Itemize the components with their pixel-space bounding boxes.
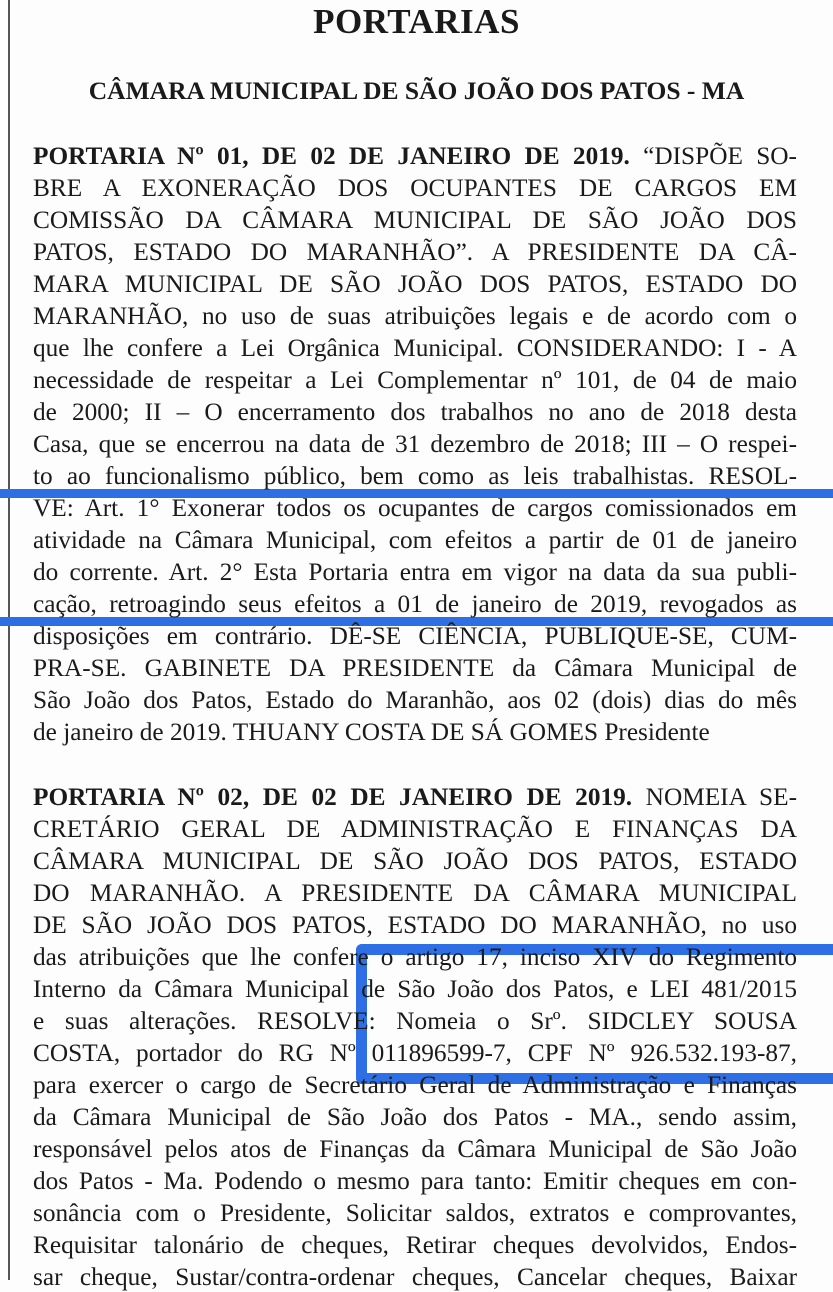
- line-text: PATOS, ESTADO DO MARANHÃO”. A PRESIDENTE DA CÂ-: [33, 238, 797, 266]
- line-text: para exercer o cargo de Secretário Geral de Administração e Finanças: [33, 1071, 797, 1099]
- line-text: DO MARANHÃO. A PRESIDENTE DA CÂMARA MUNICIPAL: [33, 879, 797, 907]
- line-text: MARA MUNICIPAL DE SÃO JOÃO DOS PATOS, ESTADO DO: [33, 270, 797, 298]
- line-text: dos Patos - Ma. Podendo o mesmo para tanto: Emitir cheques em con-: [33, 1167, 797, 1195]
- document-line: [33, 173, 797, 203]
- line-text: Requisitar talonário de cheques, Retirar cheques devolvidos, Endos-: [33, 1231, 797, 1259]
- line-text: Interno da Câmara Municipal de São João dos Patos, e LEI 481/2015: [33, 975, 797, 1003]
- document-line: [33, 1198, 797, 1228]
- line-text: das atribuições que lhe confere o artigo 17, inciso XIV do Regimento: [33, 943, 797, 971]
- line-text: MARANHÃO, no uso de suas atribuições legais e de acordo com o: [33, 302, 797, 330]
- document-line: [33, 205, 797, 235]
- line-text: da Câmara Municipal de São João dos Patos - MA., sendo assim,: [33, 1103, 797, 1131]
- document-line: [33, 237, 797, 267]
- document-line: [33, 685, 797, 715]
- document-line: [33, 269, 797, 299]
- document-line: [33, 846, 797, 876]
- line-text: “DISPÕE SO-: [629, 142, 797, 170]
- line-text: PRA-SE. GABINETE DA PRESIDENTE da Câmara Municipal de: [33, 654, 797, 682]
- line-text: COSTA, portador do RG Nº 011896599-7, CPF Nº 926.532.193-87,: [33, 1039, 797, 1067]
- document-line: [33, 301, 797, 331]
- line-text: do corrente. Art. 2° Esta Portaria entra em vigor na data da sua publi-: [33, 558, 797, 586]
- document-line: [33, 589, 797, 619]
- line-text: de janeiro de 2019. THUANY COSTA DE SÁ GOMES Presidente: [33, 718, 710, 746]
- document-line: [33, 1038, 797, 1068]
- document-line: [33, 974, 797, 1004]
- document-line: [33, 942, 797, 972]
- document-line: [33, 1102, 797, 1132]
- document-line: [33, 621, 797, 651]
- line-text: COMISSÃO DA CÂMARA MUNICIPAL DE SÃO JOÃO DOS: [33, 206, 797, 234]
- line-text: NOMEIA SE-: [632, 783, 797, 811]
- document-line: [33, 653, 797, 683]
- line-text: VE: Art. 1° Exonerar todos os ocupantes de cargos comissionados em: [33, 494, 797, 522]
- line-text: responsável pelos atos de Finanças da Câmara Municipal de São João: [33, 1135, 797, 1163]
- document-line: [33, 1134, 797, 1164]
- document-line: [33, 461, 797, 491]
- line-text: São João dos Patos, Estado do Maranhão, aos 02 (dois) dias do mês: [33, 686, 797, 714]
- line-text: DE SÃO JOÃO DOS PATOS, ESTADO DO MARANHÃO, no uso: [33, 911, 797, 939]
- document-line: [33, 782, 797, 812]
- line-text: BRE A EXONERAÇÃO DOS OCUPANTES DE CARGOS EM: [33, 174, 797, 202]
- line-text: CRETÁRIO GERAL DE ADMINISTRAÇÃO E FINANÇAS DA: [33, 815, 797, 843]
- page-title: PORTARIAS: [313, 2, 520, 41]
- line-text: de 2000; II – O encerramento dos trabalhos no ano de 2018 desta: [33, 398, 797, 426]
- document-line: [33, 365, 797, 395]
- document-line: [33, 878, 797, 908]
- document-line: [33, 910, 797, 940]
- document-line: [33, 333, 797, 363]
- document-line: [33, 397, 797, 427]
- line-text: cação, retroagindo seus efeitos a 01 de janeiro de 2019, revogados as: [33, 590, 797, 618]
- document-line: [33, 493, 797, 523]
- line-text: to ao funcionalismo público, bem como as leis trabalhistas. RESOL-: [33, 462, 797, 490]
- portaria-heading: PORTARIA Nº 01, DE 02 DE JANEIRO DE 2019.: [33, 142, 630, 170]
- document-line: [33, 1230, 797, 1260]
- document-line: [33, 814, 797, 844]
- line-text: Casa, que se encerrou na data de 31 dezembro de 2018; III – O respei-: [33, 430, 797, 458]
- document-line: [33, 717, 797, 747]
- portaria-heading: PORTARIA Nº 02, DE 02 DE JANEIRO DE 2019.: [33, 783, 633, 811]
- page-subtitle: CÂMARA MUNICIPAL DE SÃO JOÃO DOS PATOS - MA: [88, 76, 745, 105]
- line-text: atividade na Câmara Municipal, com efeitos a partir de 01 de janeiro: [33, 526, 797, 554]
- document-line: [33, 1166, 797, 1196]
- document-line: [33, 141, 797, 171]
- line-text: disposições em contrário. DÊ-SE CIÊNCIA, PUBLIQUE-SE, CUM-: [33, 622, 797, 650]
- document-line: [33, 525, 797, 555]
- line-text: CÂMARA MUNICIPAL DE SÃO JOÃO DOS PATOS, ESTADO: [33, 847, 797, 875]
- document-line: [33, 557, 797, 587]
- line-text: que lhe confere a Lei Orgânica Municipal. CONSIDERANDO: I - A: [33, 334, 797, 362]
- document-line: [33, 1262, 797, 1292]
- line-text: necessidade de respeitar a Lei Complementar nº 101, de 04 de maio: [33, 366, 797, 394]
- document-line: [33, 1070, 797, 1100]
- document-line: [33, 1006, 797, 1036]
- line-text: e suas alterações. RESOLVE: Nomeia o Srº. SIDCLEY SOUSA: [33, 1007, 797, 1035]
- line-text: sonância com o Presidente, Solicitar saldos, extratos e comprovantes,: [33, 1199, 797, 1227]
- line-text: sar cheque, Sustar/contra-ordenar cheques, Cancelar cheques, Baixar: [33, 1263, 797, 1291]
- document-line: [33, 429, 797, 459]
